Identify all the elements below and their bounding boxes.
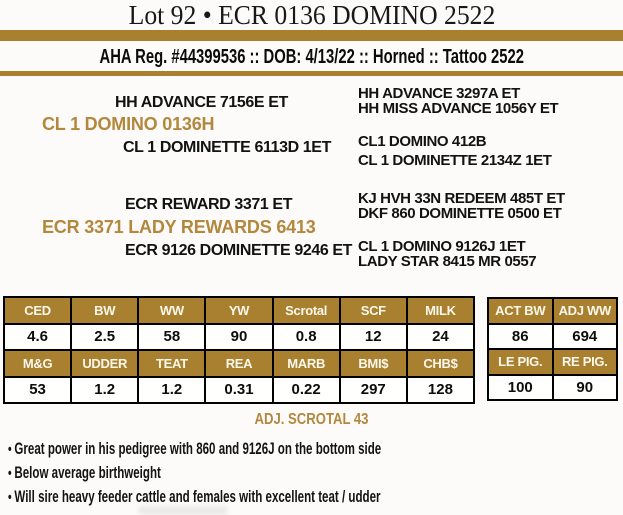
epd-value: 0.8 — [274, 325, 339, 350]
performance-table — [487, 297, 618, 401]
epd-header: MILK — [408, 298, 473, 323]
pedigree-dam-grandsire: ECR REWARD 3371 ET — [125, 196, 293, 213]
pedigree-sire-ggp-1: HH ADVANCE 3297A ET — [358, 85, 520, 102]
epd-header: BW — [72, 298, 137, 323]
pedigree-sire-granddam: CL 1 DOMINETTE 6113D 1ET — [123, 139, 331, 156]
epd-value: 12 — [341, 325, 406, 350]
perf-header: ACT BW — [489, 299, 552, 323]
gold-divider-top — [0, 30, 623, 41]
epd-table — [3, 296, 475, 404]
epd-header: TEAT — [139, 351, 204, 376]
pedigree-sire-ggp-3: CL1 DOMINO 412B — [358, 133, 487, 150]
comment-line: • Great power in his pedigree with 860 and 9126J on the bottom side — [8, 437, 381, 461]
epd-value: 0.22 — [274, 378, 339, 403]
epd-header: Scrotal — [274, 298, 339, 323]
perf-header: RE PIG. — [554, 350, 617, 374]
epd-header: UDDER — [72, 351, 137, 376]
epd-header: BMI$ — [341, 351, 406, 376]
epd-value: 90 — [206, 325, 271, 350]
pedigree-dam-ggp-1: KJ HVH 33N REDEEM 485T ET — [358, 190, 565, 207]
sale-comments — [8, 437, 557, 509]
perf-value: 100 — [489, 376, 552, 400]
registration-text: AHA Reg. #44399536 :: DOB: 4/13/22 :: Horned :: Tattoo 2522 — [99, 46, 524, 68]
comment-line: • Will sire heavy feeder cattle and females with excellent teat / udder — [8, 485, 381, 509]
epd-value: 1.2 — [139, 378, 204, 403]
pedigree-dam: ECR 3371 LADY REWARDS 6413 — [42, 217, 316, 237]
pedigree-dam-ggp-4: LADY STAR 8415 MR 0557 — [358, 253, 537, 270]
epd-value: 0.31 — [206, 378, 271, 403]
pedigree-dam-granddam: ECR 9126 DOMINETTE 9246 ET — [125, 242, 353, 259]
lot-title — [0, 1, 623, 30]
perf-header: LE PIG. — [489, 350, 552, 374]
epd-value: 1.2 — [72, 378, 137, 403]
gold-divider-bottom — [0, 71, 623, 76]
epd-value: 297 — [341, 378, 406, 403]
adj-scrotal-note — [0, 411, 623, 429]
pedigree-sire-ggp-2: HH MISS ADVANCE 1056Y ET — [358, 100, 559, 117]
lot-title-text: Lot 92 • ECR 0136 DOMINO 2522 — [128, 0, 495, 30]
pedigree-sire-grandsire: HH ADVANCE 7156E ET — [115, 94, 288, 111]
epd-header: CED — [5, 298, 70, 323]
perf-value: 90 — [554, 376, 617, 400]
epd-header: WW — [139, 298, 204, 323]
epd-header: M&G — [5, 351, 70, 376]
epd-header: REA — [206, 351, 271, 376]
epd-value: 53 — [5, 378, 70, 403]
epd-header: MARB — [274, 351, 339, 376]
epd-value: 4.6 — [5, 325, 70, 350]
pedigree-dam-ggp-2: DKF 860 DOMINETTE 0500 ET — [358, 205, 562, 222]
epd-value: 2.5 — [72, 325, 137, 350]
epd-header: SCF — [341, 298, 406, 323]
epd-value: 58 — [139, 325, 204, 350]
perf-value: 694 — [554, 325, 617, 349]
pedigree-sire: CL 1 DOMINO 0136H — [42, 114, 215, 134]
adj-scrotal-text: ADJ. SCROTAL 43 — [254, 411, 369, 428]
epd-value: 128 — [408, 378, 473, 403]
perf-value: 86 — [489, 325, 552, 349]
epd-value: 24 — [408, 325, 473, 350]
comment-line: • Below average birthweight — [8, 461, 381, 485]
pedigree-dam-ggp-3: CL 1 DOMINO 9126J 1ET — [358, 238, 526, 255]
registration-line — [0, 44, 623, 70]
perf-header: ADJ WW — [554, 299, 617, 323]
epd-header: YW — [206, 298, 271, 323]
epd-header: CHB$ — [408, 351, 473, 376]
pedigree-sire-ggp-4: CL 1 DOMINETTE 2134Z 1ET — [358, 152, 552, 169]
